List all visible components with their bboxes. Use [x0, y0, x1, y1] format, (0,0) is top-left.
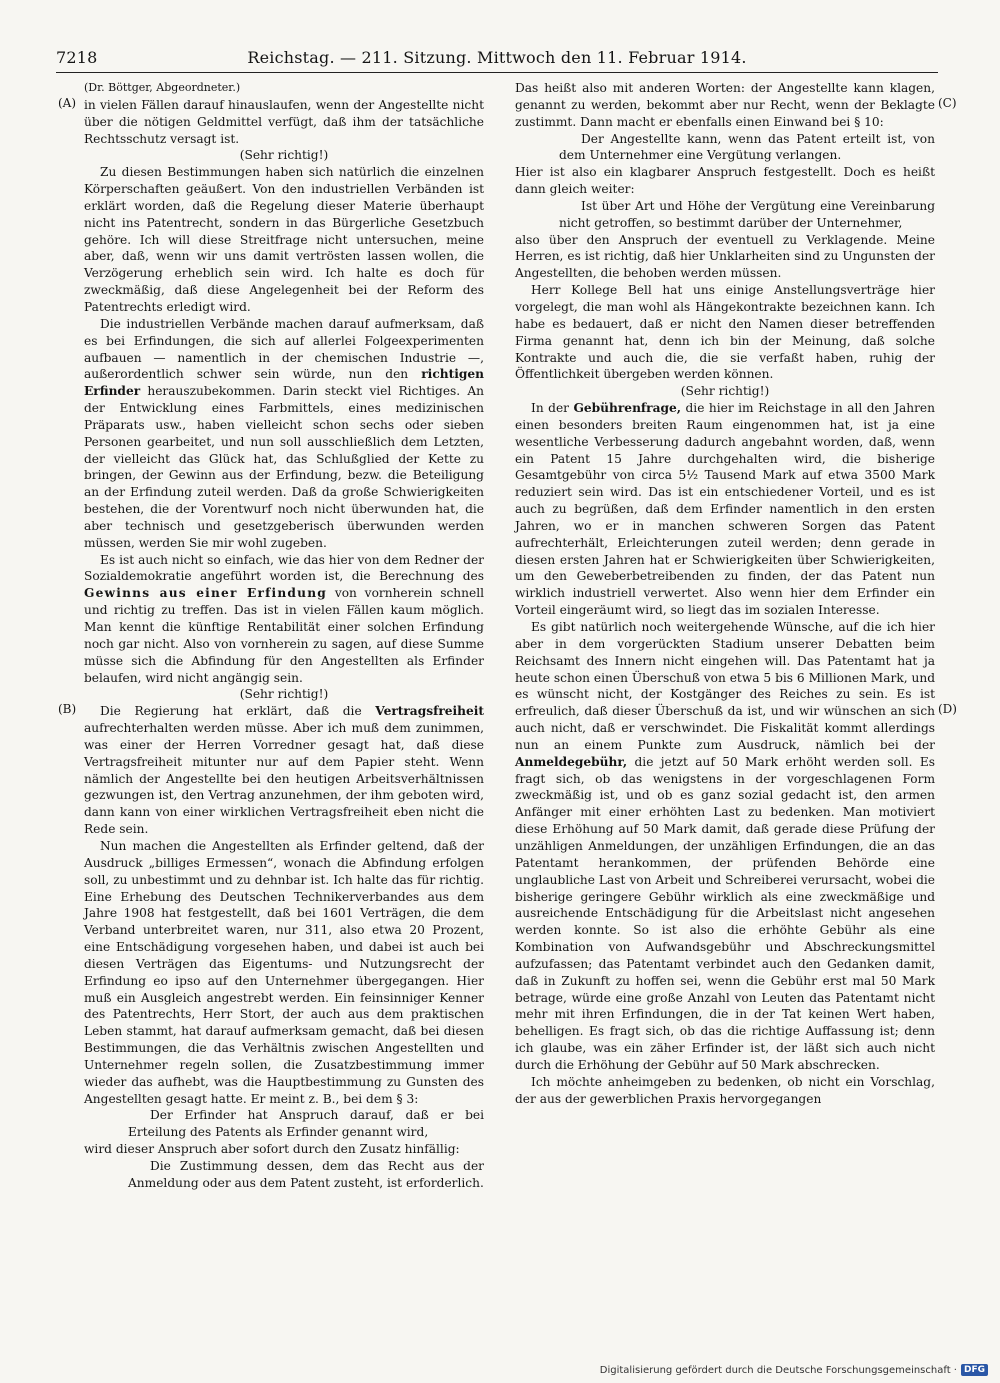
right-column: [515, 80, 935, 1107]
interjection: (Sehr richtig!): [239, 687, 329, 702]
quotation: Der Angestellte kann, wenn das Patent erteilt ist, von dem Unternehmer eine Vergütung verlangen.: [559, 131, 935, 163]
paragraph: Zu diesen Bestimmungen haben sich natürlich die einzelnen Körperschaften geäußert. Von den industriellen Verbänden ist erklärt worden, daß die Regelung dieser Materie überhaupt nicht ins Patentrecht, sondern in das Bürgerliche Gesetzbuch gehöre. Ich will diese Streitfrage nicht untersuchen, meine aber, daß, wenn wir uns damit vertrösten lassen wollen, die Verzögerung erheblich sein wird. Ich halte es doch für zweckmäßig, daß diese Angelegenheit bei der Reform des Patentrechts erledigt wird.: [84, 165, 484, 314]
speaker-attribution: (Dr. Böttger, Abgeordneter.): [84, 81, 241, 94]
paragraph: Hier ist also ein klagbarer Anspruch festgestellt. Doch es heißt dann gleich weiter:: [515, 165, 935, 197]
paragraph: wird dieser Anspruch aber sofort durch den Zusatz hinfällig:: [84, 1142, 460, 1157]
paragraph: Die industriellen Verbände machen darauf aufmerksam, daß es bei Erfindungen, die sich auf allerlei Folgeexperimenten aufbauen — namentlich in der chemischen Industrie —, außerordentlich schwer sein würde, nun den richtigen Erfinder herauszubekommen. Darin steckt viel Richtiges. An der Entwicklung eines Farbmittels, eines medizinischen Präparats usw., haben vielleicht schon sechs oder sieben Personen gearbeitet, und nun soll ausschließlich dem Letzten, der vielleicht das Glück hat, das Schlußglied der Kette zu bringen, der Gewinn aus der Erfindung, bezw. die Beteiligung an der Erfindung zuteil werden. Daß da große Schwierigkeiten bestehen, die der Vorentwurf noch nicht überwunden hat, die aber technisch und gesetzgeberisch überwunden werden müssen, werden Sie mir wohl zugeben.: [84, 316, 485, 550]
interjection: (Sehr richtig!): [680, 384, 770, 399]
dfg-logo: DFG: [961, 1364, 988, 1376]
page-header: [56, 46, 938, 73]
left-column: [84, 80, 484, 1192]
emphasis: Gebührenfrage,: [573, 401, 682, 416]
emphasis: richtigen Erfinder: [84, 367, 484, 399]
paragraph: in vielen Fällen darauf hinauslaufen, wenn der Angestellte nicht über die nötigen Geldmittel verfügt, daß ihm der tatsächliche Rechtsschutz versagt ist.: [84, 97, 484, 146]
margin-mark-a: (A): [58, 96, 77, 110]
emphasis: Vertragsfreiheit: [375, 704, 485, 719]
paragraph: Es gibt natürlich noch weitergehende Wünsche, auf die ich hier aber in dem vorgerückten Stadium unserer Debatten beim Reichsamt des Innern nicht eingehen will. Das Patentamt hat ja heute schon einen Überschuß von etwa 5 bis 6 Millionen Mark, und es wünscht nicht, der Kostgänger des Reiches zu sein. Es ist erfreulich, daß dieser Überschuß da ist, und wir wünschen an sich auch nicht, daß er verschwindet. Die Fiskalität kommt allerdings nun an einem Punkte zum Ausdruck, nämlich bei der Anmeldegebühr, die jetzt auf 50 Mark erhöht werden soll. Es fragt sich, ob das wenigstens in der vorgeschlagenen Form zweckmäßig ist, und ob es ganz sozial gedacht ist, den armen Anfänger mit einer erhöhten Last zu bedenken. Man motiviert diese Erhöhung auf 50 Mark damit, daß gerade diese Prüfung der unzähligen Anmeldungen, der unzähligen Erfindungen, die an das Patentamt herankommen, der prüfenden Behörde eine unglaubliche Last von Arbeit und Schreiberei verursacht, wobei die bisherige geringere Gebühr wirklich als eine zweckmäßige und ausreichende Entschädigung für die Arbeitslast nicht angesehen werden konnte. So ist also die erhöhte Gebühr als eine Kombination von Aufwandsgebühr und Abschreckungsmittel aufzufassen; das Patentamt verbindet auch den Gedanken damit, daß in Zukunft zu hoffen sei, wenn die Gebühr erst mal 50 Mark betrage, würde eine große Anzahl von Leuten das Patentamt nicht mehr mit ihren Erfindungen, die in der Tat keinen Wert haben, behelligen. Es fragt sich, ob das die richtige Auffassung ist; denn ich glaube, was ein zäher Erfinder ist, der läßt sich auch nicht durch die Erhöhung der Gebühr auf 50 Mark abschrecken.: [515, 620, 936, 1072]
page-number: 7218: [56, 48, 98, 67]
paragraph: Das heißt also mit anderen Worten: der Angestellte kann klagen, genannt zu werden, bekommt aber nur Recht, wenn der Beklagte zustimmt. Dann macht er ebenfalls einen Einwand bei § 10:: [515, 81, 935, 129]
emphasis: Anmeldegebühr,: [515, 754, 628, 769]
margin-mark-d: (D): [938, 702, 957, 716]
margin-mark-c: (C): [938, 96, 957, 110]
interjection: (Sehr richtig!): [239, 148, 329, 163]
quotation: Ist über Art und Höhe der Vergütung eine Vereinbarung nicht getroffen, so bestimmt darüber der Unternehmer,: [559, 198, 935, 230]
credit-text: Digitalisierung gefördert durch die Deutsche Forschungsgemeinschaft ·: [599, 1364, 957, 1376]
paragraph: Nun machen die Angestellten als Erfinder geltend, daß der Ausdruck „billiges Ermessen“, wonach die Abfindung erfolgen soll, zu unbestimmt und zu dehnbar ist. Ich halte das für richtig. Eine Erhebung des Deutschen Technikerverbandes aus dem Jahre 1908 hat festgestellt, daß bei 1601 Verträgen, die dem Verband unterbreitet waren, nur 311, also etwa 20 Prozent, eine Entschädigung vorgesehen haben, und dabei ist auch bei diesen Verträgen das Eigentums- und Nutzungsrecht der Erfindung eo ipso auf den Unternehmer übergegangen. Hier muß ein Ausgleich angestrebt werden. Ein feinsinniger Kenner des Patentrechts, Herr Stort, der auch aus dem praktischen Leben stammt, hat darauf aufmerksam gemacht, daß bei diesen Bestimmungen, die das Verhältnis zwischen Angestellten und Unternehmer regeln sollen, die Zusatzbestimmung immer wieder das aufhebt, was die Hauptbestimmung zu Gunsten des Angestellten gesagt hatte. Er meint z. B., bei dem § 3:: [84, 838, 484, 1106]
digitization-credit: [600, 1364, 988, 1376]
emphasis: Gewinns aus einer Erfindung: [84, 586, 328, 601]
paragraph: Die Regierung hat erklärt, daß die Vertragsfreiheit aufrechterhalten werden müsse. Aber ich muß dem zunimmen, was einer der Herren Vorredner gesagt hat, daß diese Vertragsfreiheit mitunter nur auf dem Papier steht. Wenn nämlich der Angestellte bei den heutigen Arbeitsverhältnissen gezwungen ist, den Vertrag anzunehmen, der ihm geboten wird, dann kann von einer wirklichen Vertragsfreiheit eben nicht die Rede sein.: [84, 704, 485, 837]
paragraph: Ich möchte anheimgeben zu bedenken, ob nicht ein Vorschlag, der aus der gewerblichen Praxis hervorgegangen: [515, 1074, 935, 1106]
quotation: Die Zustimmung dessen, dem das Recht aus der Anmeldung oder aus dem Patent zusteht, ist erforderlich.: [128, 1159, 484, 1190]
margin-mark-b: (B): [58, 702, 77, 716]
paragraph: Es ist auch nicht so einfach, wie das hier von dem Redner der Sozialdemokratie angeführt worden ist, die Berechnung des Gewinns aus einer Erfindung von vornherein schnell und richtig zu treffen. Das ist in vielen Fällen kaum möglich. Man kennt die künftige Rentabilität einer solchen Erfindung noch gar nicht. Also von vornherein zu sagen, auf diese Summe müsse sich die Abfindung für den Angestellten als Erfinder belaufen, wird nicht angängig sein.: [84, 552, 485, 685]
paragraph: In der Gebührenfrage, die hier im Reichstage in all den Jahren einen besonders breiten Raum eingenommen hat, ist ja eine wesentliche Verbesserung dadurch angebahnt worden, daß, wenn ein Patent 15 Jahre durchgehalten wird, die bisherige Gesamtgebühr von circa 5½ Tausend Mark auf etwa 3500 Mark reduziert sein wird. Das ist ein entschiedener Vorteil, und es ist auch zu begrüßen, daß dem Erfinder namentlich in den ersten Jahren, wo er in manchen schweren Sorgen das Patent aufrechterhält, Erleichterungen zuteil werden; denn gerade in diesen ersten Jahren hat er Schwierigkeiten über Schwierigkeiten, um den Geweberbetreibenden zu finden, der das Patent nun wirklich industriell verwertet. Also wenn hier dem Erfinder ein Vorteil eingeräumt wird, so liegt das im sozialen Interesse.: [515, 401, 935, 618]
running-title: Reichstag. — 211. Sitzung. Mittwoch den 11. Februar 1914.: [247, 48, 747, 67]
paragraph: also über den Anspruch der eventuell zu Verklagende. Meine Herren, es ist richtig, daß hier Unklarheiten sind zu Ungunsten der Angestellten, die behoben werden müssen.: [515, 232, 935, 281]
quotation: Der Erfinder hat Anspruch darauf, daß er bei Erteilung des Patents als Erfinder genannt wird,: [128, 1108, 484, 1140]
paragraph: Herr Kollege Bell hat uns einige Anstellungsverträge hier vorgelegt, die man wohl als Hängekontrakte bezeichnen kann. Ich habe es bedauert, daß er nicht den Namen dieser betreffenden Firma genannt hat, denn ich bin der Meinung, daß solche Kontrakte und auch die, die sie verfaßt haben, ruhig der Öffentlichkeit übergeben werden können.: [515, 283, 935, 382]
